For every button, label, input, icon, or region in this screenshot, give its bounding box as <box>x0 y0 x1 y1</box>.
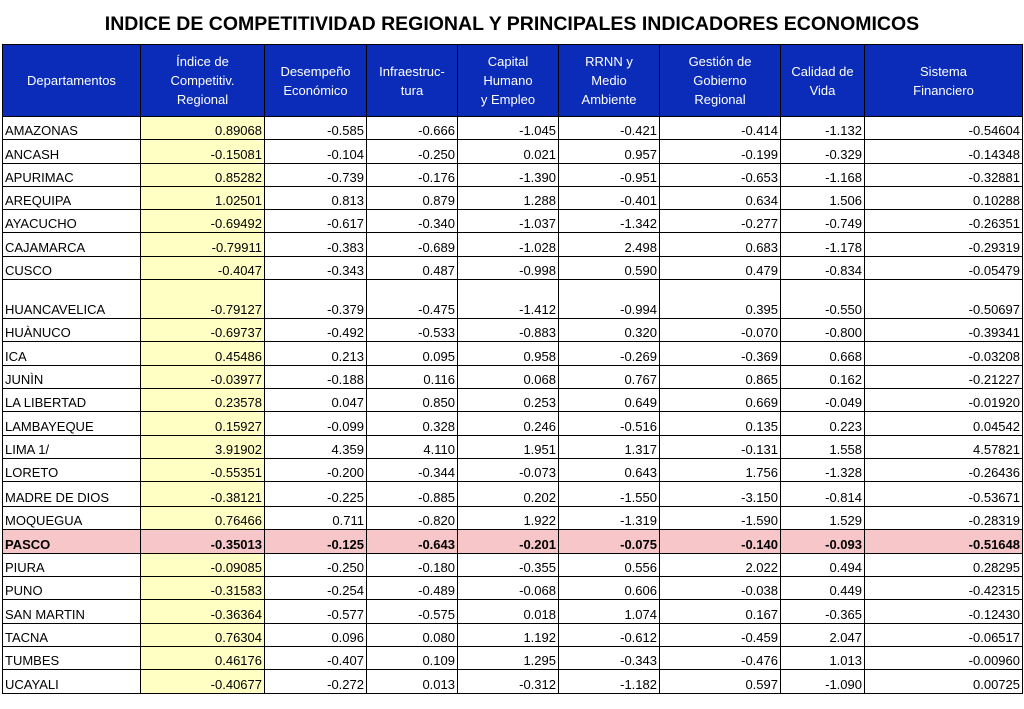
indicator-cell: -0.489 <box>367 577 458 600</box>
indicator-cell: -0.575 <box>367 600 458 623</box>
indicator-cell: -0.199 <box>660 140 781 163</box>
indicator-cell: -0.42315 <box>865 577 1023 600</box>
indicator-cell: -1.319 <box>559 507 660 530</box>
indicator-cell: 0.711 <box>265 507 367 530</box>
indicator-cell: 1.951 <box>458 435 559 458</box>
column-header-line: Desempeño <box>280 63 351 79</box>
table-row <box>3 163 1023 186</box>
indicator-cell: -0.038 <box>660 577 781 600</box>
department-name: AMAZONAS <box>3 117 141 140</box>
indicator-cell: -0.885 <box>367 482 458 507</box>
table-row <box>3 646 1023 669</box>
competitiveness-index-cell: -0.35013 <box>141 530 265 553</box>
table-row <box>3 256 1023 279</box>
table-row <box>3 319 1023 342</box>
indicator-cell: -0.533 <box>367 319 458 342</box>
indicator-cell: -0.883 <box>458 319 559 342</box>
indicator-cell: -1.037 <box>458 210 559 233</box>
indicator-cell: -0.585 <box>265 117 367 140</box>
indicator-cell: -0.26436 <box>865 458 1023 481</box>
table-row <box>3 623 1023 646</box>
competitiveness-index-cell: -0.03977 <box>141 365 265 388</box>
competitiveness-index-cell: -0.55351 <box>141 458 265 481</box>
indicator-cell: 1.074 <box>559 600 660 623</box>
indicator-cell: 0.395 <box>660 280 781 319</box>
table-row <box>3 670 1023 693</box>
indicator-cell: -0.379 <box>265 280 367 319</box>
indicator-cell: -0.250 <box>367 140 458 163</box>
table-row <box>3 482 1023 507</box>
table-row <box>3 600 1023 623</box>
competitiveness-table <box>2 44 1023 694</box>
indicator-cell: -0.749 <box>781 210 865 233</box>
indicator-cell: 0.669 <box>660 388 781 411</box>
indicator-cell: 2.022 <box>660 553 781 576</box>
indicator-cell: -0.643 <box>367 530 458 553</box>
column-header <box>458 45 559 117</box>
indicator-cell: 0.320 <box>559 319 660 342</box>
indicator-cell: -0.06517 <box>865 623 1023 646</box>
department-name: ICA <box>3 342 141 365</box>
indicator-cell: -0.369 <box>660 342 781 365</box>
competitiveness-index-cell: 0.15927 <box>141 412 265 435</box>
table-row <box>3 140 1023 163</box>
indicator-cell: 0.095 <box>367 342 458 365</box>
competitiveness-index-cell: -0.36364 <box>141 600 265 623</box>
table-row <box>3 553 1023 576</box>
indicator-cell: -0.50697 <box>865 280 1023 319</box>
indicator-cell: -0.00960 <box>865 646 1023 669</box>
competitiveness-index-cell: 1.02501 <box>141 186 265 209</box>
indicator-cell: -1.090 <box>781 670 865 693</box>
department-name: MOQUEGUA <box>3 507 141 530</box>
indicator-cell: 0.767 <box>559 365 660 388</box>
indicator-cell: 0.606 <box>559 577 660 600</box>
indicator-cell: -0.383 <box>265 233 367 256</box>
competitiveness-index-cell: -0.79127 <box>141 280 265 319</box>
indicator-cell: 0.590 <box>559 256 660 279</box>
indicator-cell: 2.047 <box>781 623 865 646</box>
indicator-cell: 0.634 <box>660 186 781 209</box>
indicator-cell: -0.29319 <box>865 233 1023 256</box>
indicator-cell: -0.814 <box>781 482 865 507</box>
indicator-cell: -0.834 <box>781 256 865 279</box>
indicator-cell: 0.597 <box>660 670 781 693</box>
competitiveness-index-cell: -0.69737 <box>141 319 265 342</box>
indicator-cell: -0.355 <box>458 553 559 576</box>
indicator-cell: 0.00725 <box>865 670 1023 693</box>
indicator-cell: -0.739 <box>265 163 367 186</box>
indicator-cell: 0.487 <box>367 256 458 279</box>
indicator-cell: 0.879 <box>367 186 458 209</box>
indicator-cell: -0.14348 <box>865 140 1023 163</box>
indicator-cell: -0.21227 <box>865 365 1023 388</box>
indicator-cell: 1.288 <box>458 186 559 209</box>
column-header-line: Departamentos <box>27 73 116 88</box>
indicator-cell: -0.407 <box>265 646 367 669</box>
indicator-cell: -0.01920 <box>865 388 1023 411</box>
column-header <box>781 45 865 117</box>
indicator-cell: -1.168 <box>781 163 865 186</box>
indicator-cell: -0.225 <box>265 482 367 507</box>
indicator-cell: 0.109 <box>367 646 458 669</box>
indicator-cell: 0.013 <box>367 670 458 693</box>
indicator-cell: -0.180 <box>367 553 458 576</box>
indicator-cell: 0.556 <box>559 553 660 576</box>
indicator-cell: -0.201 <box>458 530 559 553</box>
indicator-cell: 0.850 <box>367 388 458 411</box>
indicator-cell: -0.269 <box>559 342 660 365</box>
indicator-cell: -0.476 <box>660 646 781 669</box>
column-header-line: Índice de <box>176 54 229 69</box>
competitiveness-index-cell: 0.76466 <box>141 507 265 530</box>
competitiveness-index-cell: 0.46176 <box>141 646 265 669</box>
indicator-cell: 0.116 <box>367 365 458 388</box>
column-header <box>660 45 781 117</box>
indicator-cell: 0.202 <box>458 482 559 507</box>
indicator-cell: 0.096 <box>265 623 367 646</box>
indicator-cell: 1.756 <box>660 458 781 481</box>
competitiveness-index-cell: -0.31583 <box>141 577 265 600</box>
indicator-cell: -0.414 <box>660 117 781 140</box>
indicator-cell: -0.075 <box>559 530 660 553</box>
column-header-line: Vida <box>809 82 836 98</box>
column-header <box>865 45 1023 117</box>
column-header-line: Ambiente <box>581 92 637 107</box>
indicator-cell: -0.104 <box>265 140 367 163</box>
indicator-cell: -0.312 <box>458 670 559 693</box>
indicator-cell: 4.57821 <box>865 435 1023 458</box>
column-header-line: Sistema <box>920 63 967 79</box>
indicator-cell: -0.421 <box>559 117 660 140</box>
department-name: PASCO <box>3 530 141 553</box>
indicator-cell: 0.167 <box>660 600 781 623</box>
competitiveness-index-cell: -0.79911 <box>141 233 265 256</box>
indicator-cell: -1.132 <box>781 117 865 140</box>
indicator-cell: 0.04542 <box>865 412 1023 435</box>
header-row <box>3 45 1023 117</box>
indicator-cell: 0.162 <box>781 365 865 388</box>
department-name: ANCASH <box>3 140 141 163</box>
indicator-cell: -0.612 <box>559 623 660 646</box>
indicator-cell: -0.51648 <box>865 530 1023 553</box>
indicator-cell: -1.182 <box>559 670 660 693</box>
indicator-cell: -0.344 <box>367 458 458 481</box>
indicator-cell: -0.329 <box>781 140 865 163</box>
indicator-cell: 0.957 <box>559 140 660 163</box>
department-name: CUSCO <box>3 256 141 279</box>
department-name: HUÀNUCO <box>3 319 141 342</box>
department-name: LIMA 1/ <box>3 435 141 458</box>
indicator-cell: 0.018 <box>458 600 559 623</box>
competitiveness-index-cell: 3.91902 <box>141 435 265 458</box>
indicator-cell: -0.093 <box>781 530 865 553</box>
indicator-cell: 0.246 <box>458 412 559 435</box>
indicator-cell: 1.192 <box>458 623 559 646</box>
competitiveness-index-cell: -0.38121 <box>141 482 265 507</box>
indicator-cell: 0.10288 <box>865 186 1023 209</box>
indicator-cell: -0.343 <box>265 256 367 279</box>
indicator-cell: 0.865 <box>660 365 781 388</box>
indicator-cell: -0.54604 <box>865 117 1023 140</box>
department-name: TUMBES <box>3 646 141 669</box>
column-header-line: Gobierno <box>693 73 747 88</box>
table-row <box>3 365 1023 388</box>
department-name: TACNA <box>3 623 141 646</box>
indicator-cell: 0.668 <box>781 342 865 365</box>
column-header-line: Medio <box>591 73 627 88</box>
department-name: UCAYALI <box>3 670 141 693</box>
table-row <box>3 577 1023 600</box>
table-row <box>3 117 1023 140</box>
indicator-cell: 0.021 <box>458 140 559 163</box>
indicator-cell: -0.401 <box>559 186 660 209</box>
indicator-cell: -1.178 <box>781 233 865 256</box>
indicator-cell: 0.080 <box>367 623 458 646</box>
indicator-cell: -0.365 <box>781 600 865 623</box>
column-header-line: Financiero <box>913 82 974 98</box>
indicator-cell: -0.250 <box>265 553 367 576</box>
indicator-cell: -0.131 <box>660 435 781 458</box>
column-header <box>367 45 458 117</box>
indicator-cell: 1.317 <box>559 435 660 458</box>
column-header-line: Infraestruc- <box>379 63 445 79</box>
indicator-cell: 0.223 <box>781 412 865 435</box>
column-header <box>265 45 367 117</box>
indicator-cell: -1.045 <box>458 117 559 140</box>
competitiveness-index-cell: -0.69492 <box>141 210 265 233</box>
department-name: AREQUIPA <box>3 186 141 209</box>
indicator-cell: -0.03208 <box>865 342 1023 365</box>
department-name: CAJAMARCA <box>3 233 141 256</box>
indicator-cell: 4.359 <box>265 435 367 458</box>
indicator-cell: -0.653 <box>660 163 781 186</box>
indicator-cell: 0.649 <box>559 388 660 411</box>
department-name: LA LIBERTAD <box>3 388 141 411</box>
indicator-cell: -0.340 <box>367 210 458 233</box>
column-header-line: tura <box>400 82 424 98</box>
competitiveness-index-cell: -0.09085 <box>141 553 265 576</box>
indicator-cell: -0.049 <box>781 388 865 411</box>
table-row <box>3 458 1023 481</box>
indicator-cell: -0.800 <box>781 319 865 342</box>
indicator-cell: 0.958 <box>458 342 559 365</box>
indicator-cell: 0.813 <box>265 186 367 209</box>
indicator-cell: -0.617 <box>265 210 367 233</box>
indicator-cell: 1.013 <box>781 646 865 669</box>
indicator-cell: -0.994 <box>559 280 660 319</box>
column-header-line: Humano <box>483 73 533 88</box>
indicator-cell: -1.028 <box>458 233 559 256</box>
indicator-cell: -0.068 <box>458 577 559 600</box>
department-name: MADRE DE DIOS <box>3 482 141 507</box>
indicator-cell: -0.099 <box>265 412 367 435</box>
indicator-cell: -0.176 <box>367 163 458 186</box>
department-name: LAMBAYEQUE <box>3 412 141 435</box>
competitiveness-index-cell: 0.76304 <box>141 623 265 646</box>
competitiveness-index-cell: 0.85282 <box>141 163 265 186</box>
column-header-line: Competitiv. <box>170 73 235 88</box>
column-header-line: Económico <box>283 82 348 98</box>
indicator-cell: -1.342 <box>559 210 660 233</box>
column-header-line: Regional <box>176 92 229 107</box>
indicator-cell: -0.492 <box>265 319 367 342</box>
indicator-cell: -0.820 <box>367 507 458 530</box>
indicator-cell: 0.494 <box>781 553 865 576</box>
competitiveness-index-cell: -0.15081 <box>141 140 265 163</box>
department-name: AYACUCHO <box>3 210 141 233</box>
indicator-cell: 2.498 <box>559 233 660 256</box>
table-row <box>3 388 1023 411</box>
indicator-cell: -0.550 <box>781 280 865 319</box>
competitiveness-index-cell: 0.45486 <box>141 342 265 365</box>
indicator-cell: 0.253 <box>458 388 559 411</box>
column-header-line: Regional <box>694 92 746 107</box>
indicator-cell: 0.479 <box>660 256 781 279</box>
indicator-cell: 0.449 <box>781 577 865 600</box>
indicator-cell: -0.666 <box>367 117 458 140</box>
department-name: SAN MARTIN <box>3 600 141 623</box>
indicator-cell: -0.951 <box>559 163 660 186</box>
indicator-cell: -1.590 <box>660 507 781 530</box>
indicator-cell: -0.28319 <box>865 507 1023 530</box>
indicator-cell: -0.200 <box>265 458 367 481</box>
column-header-line: Capital <box>487 54 529 69</box>
indicator-cell: 1.558 <box>781 435 865 458</box>
indicator-cell: -0.070 <box>660 319 781 342</box>
indicator-cell: -0.277 <box>660 210 781 233</box>
table-row <box>3 530 1023 553</box>
indicator-cell: -0.125 <box>265 530 367 553</box>
column-header-line: Calidad de <box>791 63 854 79</box>
indicator-cell: 0.047 <box>265 388 367 411</box>
indicator-cell: -0.254 <box>265 577 367 600</box>
indicator-cell: -0.459 <box>660 623 781 646</box>
indicator-cell: 0.135 <box>660 412 781 435</box>
indicator-cell: 0.328 <box>367 412 458 435</box>
column-header-line: RRNN y <box>585 54 633 69</box>
indicator-cell: -1.328 <box>781 458 865 481</box>
indicator-cell: -0.140 <box>660 530 781 553</box>
indicator-cell: -1.390 <box>458 163 559 186</box>
table-row <box>3 507 1023 530</box>
competitiveness-index-cell: -0.40677 <box>141 670 265 693</box>
competitiveness-index-cell: -0.4047 <box>141 256 265 279</box>
table-row <box>3 412 1023 435</box>
competitiveness-index-cell: 0.89068 <box>141 117 265 140</box>
indicator-cell: 1.295 <box>458 646 559 669</box>
table-body <box>3 117 1023 694</box>
department-name: LORETO <box>3 458 141 481</box>
indicator-cell: -0.343 <box>559 646 660 669</box>
indicator-cell: -1.412 <box>458 280 559 319</box>
indicator-cell: -0.05479 <box>865 256 1023 279</box>
page-title: INDICE DE COMPETITIVIDAD REGIONAL Y PRINCIPALES INDICADORES ECONOMICOS <box>104 13 920 35</box>
indicator-cell: 0.643 <box>559 458 660 481</box>
indicator-cell: 0.213 <box>265 342 367 365</box>
indicator-cell: 0.068 <box>458 365 559 388</box>
table-row <box>3 435 1023 458</box>
competitiveness-index-cell: 0.23578 <box>141 388 265 411</box>
column-header <box>141 45 265 117</box>
indicator-cell: -0.39341 <box>865 319 1023 342</box>
indicator-cell: -0.272 <box>265 670 367 693</box>
indicator-cell: -3.150 <box>660 482 781 507</box>
department-name: APURIMAC <box>3 163 141 186</box>
department-name: HUANCAVELICA <box>3 280 141 319</box>
indicator-cell: -0.12430 <box>865 600 1023 623</box>
table-row <box>3 186 1023 209</box>
department-name: PIURA <box>3 553 141 576</box>
column-header-line: Gestión de <box>688 54 752 69</box>
indicator-cell: -0.53671 <box>865 482 1023 507</box>
department-name: JUNÌN <box>3 365 141 388</box>
indicator-cell: 0.683 <box>660 233 781 256</box>
column-header <box>3 45 141 117</box>
indicator-cell: -0.073 <box>458 458 559 481</box>
indicator-cell: -0.475 <box>367 280 458 319</box>
indicator-cell: -0.689 <box>367 233 458 256</box>
indicator-cell: 0.28295 <box>865 553 1023 576</box>
department-name: PUNO <box>3 577 141 600</box>
indicator-cell: -1.550 <box>559 482 660 507</box>
indicator-cell: 1.506 <box>781 186 865 209</box>
column-header <box>559 45 660 117</box>
indicator-cell: -0.188 <box>265 365 367 388</box>
table-row <box>3 210 1023 233</box>
indicator-cell: -0.577 <box>265 600 367 623</box>
indicator-cell: 1.529 <box>781 507 865 530</box>
indicator-cell: 1.922 <box>458 507 559 530</box>
indicator-cell: -0.26351 <box>865 210 1023 233</box>
indicator-cell: -0.998 <box>458 256 559 279</box>
table-row <box>3 233 1023 256</box>
indicator-cell: 4.110 <box>367 435 458 458</box>
table-row <box>3 342 1023 365</box>
column-header-line: y Empleo <box>480 92 536 107</box>
indicator-cell: -0.516 <box>559 412 660 435</box>
indicator-cell: -0.32881 <box>865 163 1023 186</box>
table-row <box>3 280 1023 319</box>
